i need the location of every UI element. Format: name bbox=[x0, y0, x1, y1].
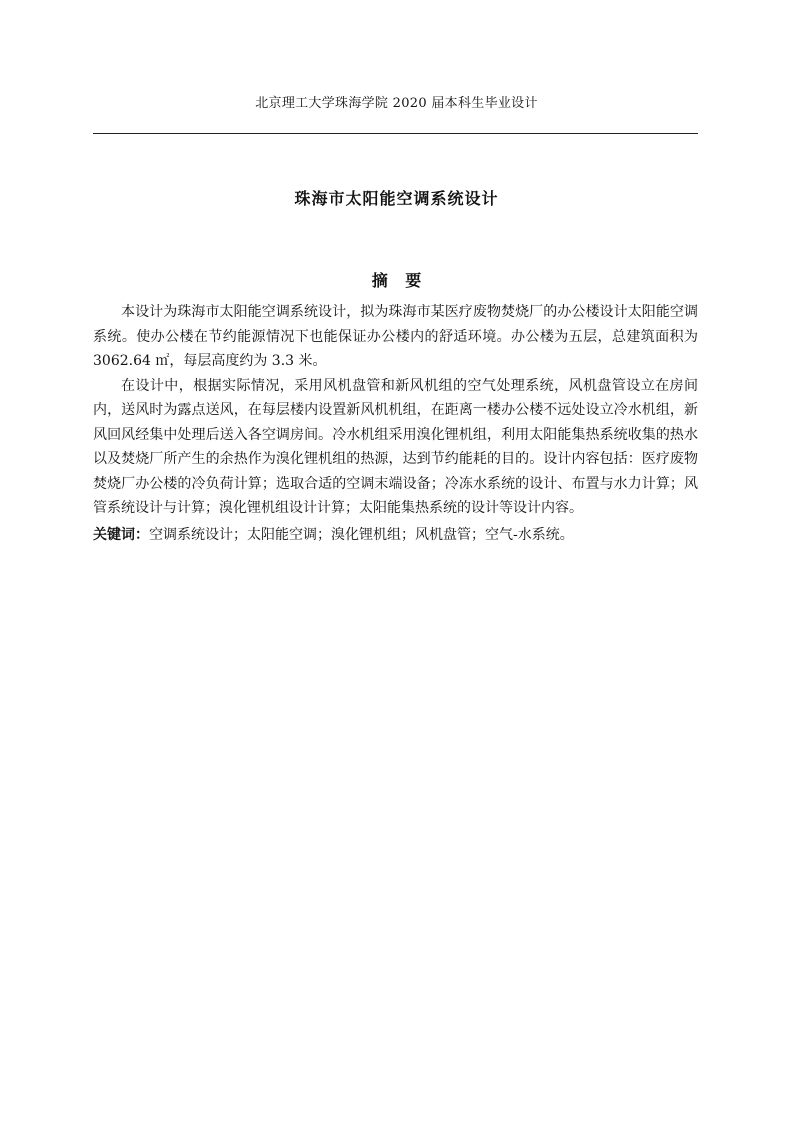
keywords-line bbox=[93, 523, 698, 548]
abstract-paragraph-1: 本设计为珠海市太阳能空调系统设计，拟为珠海市某医疗废物焚烧厂的办公楼设计太阳能空调系统。使办公楼在节约能源情况下也能保证办公楼内的舒适环境。办公楼为五层，总建筑面积为 3062.64 ㎡，每层高度约为 3.3 米。 bbox=[93, 304, 698, 369]
abstract-body bbox=[93, 300, 698, 547]
keywords-text: 空调系统设计；太阳能空调；溴化锂机组；风机盘管；空气-水系统。 bbox=[149, 526, 574, 543]
document-title: 珠海市太阳能空调系统设计 bbox=[294, 189, 499, 208]
abstract-paragraph-2: 在设计中，根据实际情况，采用风机盘管和新风机组的空气处理系统，风机盘管设立在房间内，送风时为露点送风，在每层楼内设置新风机机组，在距离一楼办公楼不远处设立冷水机组，新风回风经集中处理后送入各空调房间。冷水机组采用溴化锂机组，利用太阳能集热系统收集的热水以及焚烧厂所产生的余热作为溴化锂机组的热源，达到节约能耗的目的。设计内容包括：医疗废物焚烧厂办公楼的冷负荷计算；选取合适的空调末端设备；冷冻水系统的设计、布置与水力计算；风管系统设计与计算；溴化锂机组设计计算；太阳能集热系统的设计等设计内容。 bbox=[93, 377, 698, 516]
abstract-heading: 摘 要 bbox=[371, 271, 422, 290]
header-divider bbox=[93, 133, 698, 134]
keywords-label: 关键词： bbox=[93, 526, 149, 543]
page-header: 北京理工大学珠海学院 2020 届本科生毕业设计 bbox=[255, 96, 538, 111]
